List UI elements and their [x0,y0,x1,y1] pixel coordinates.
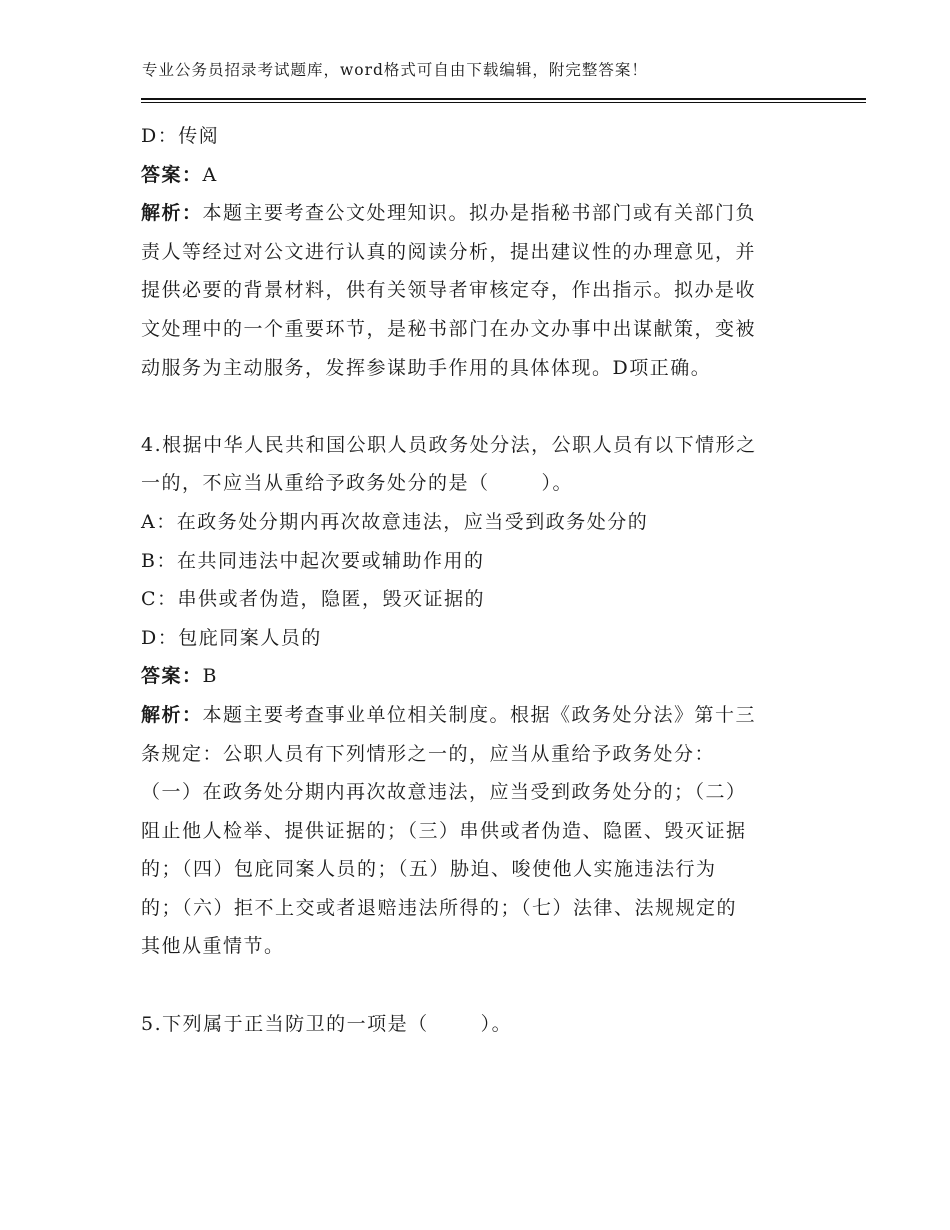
q4-analysis-line: 条规定：公职人员有下列情形之一的，应当从重给予政务处分： [141,742,716,765]
q4-analysis-line: 的；（四）包庇同案人员的；（五）胁迫、唆使他人实施违法行为 [141,858,717,881]
q3-analysis-line: 动服务为主动服务，发挥参谋助手作用的具体体现。D项正确。 [141,356,712,379]
q4-option-a: A：在政务处分期内再次故意违法，应当受到政务处分的 [141,510,649,533]
q4-analysis-line: 的；（六）拒不上交或者退赔违法所得的；（七）法律、法规规定的 [141,896,738,919]
q4-option-b: B：在共同违法中起次要或辅助作用的 [141,549,485,572]
analysis-text: 本题主要考查公文处理知识。拟办是指秘书部门或有关部门负 [202,202,757,225]
q4-stem [141,464,801,503]
q3-analysis-line [141,194,801,233]
q4-analysis-line: 阻止他人检举、提供证据的；（三）串供或者伪造、隐匿、毁灭证据 [141,819,747,842]
q5-stem [141,1005,801,1044]
q4-stem: 4.根据中华人民共和国公职人员政务处分法，公职人员有以下情形之 [141,433,757,456]
document-body [141,117,801,1043]
q4-option-c: C：串供或者伪造，隐匿，毁灭证据的 [141,588,486,611]
q3-analysis-line: 文处理中的一个重要环节，是秘书部门在办文办事中出谋献策，变被 [141,317,757,340]
header-rule-thick [141,98,866,100]
answer-value: B [202,665,218,688]
paragraph-gap [141,387,801,426]
answer-label: 答案： [141,163,203,186]
q4-analysis-line [141,696,801,735]
q3-analysis-line: 责人等经过对公文进行认真的阅读分析，提出建议性的办理意见，并 [141,240,757,263]
q3-option-d: D：传阅 [141,125,220,147]
page-header: 专业公务员招录考试题库，word格式可自由下载编辑，附完整答案！ [142,61,648,79]
q4-analysis-line: 其他从重情节。 [141,935,285,958]
q4-answer [141,657,801,696]
analysis-text: 本题主要考查事业单位相关制度。根据《政务处分法》第十三 [202,703,757,726]
q4-analysis-line: （一）在政务处分期内再次故意违法，应当受到政务处分的；（二） [141,781,747,804]
paragraph-gap [141,966,801,1005]
q4-stem-text: ）。 [541,472,574,495]
q5-stem-text: 5.下列属于正当防卫的一项是（ [141,1012,429,1035]
header-rule-thin [141,102,866,103]
answer-label: 答案： [141,665,203,688]
analysis-label: 解析： [141,703,203,726]
q3-analysis-line: 提供必要的背景材料，供有关领导者审核定夺，作出指示。拟办是收 [141,279,757,302]
q3-answer [141,156,801,195]
q4-option-d: D：包庇同案人员的 [141,626,322,649]
q4-stem-text: 一的，不应当从重给予政务处分的是（ [141,472,490,495]
q5-stem-text: ）。 [480,1012,513,1035]
answer-value: A [202,163,218,186]
analysis-label: 解析： [141,202,203,225]
